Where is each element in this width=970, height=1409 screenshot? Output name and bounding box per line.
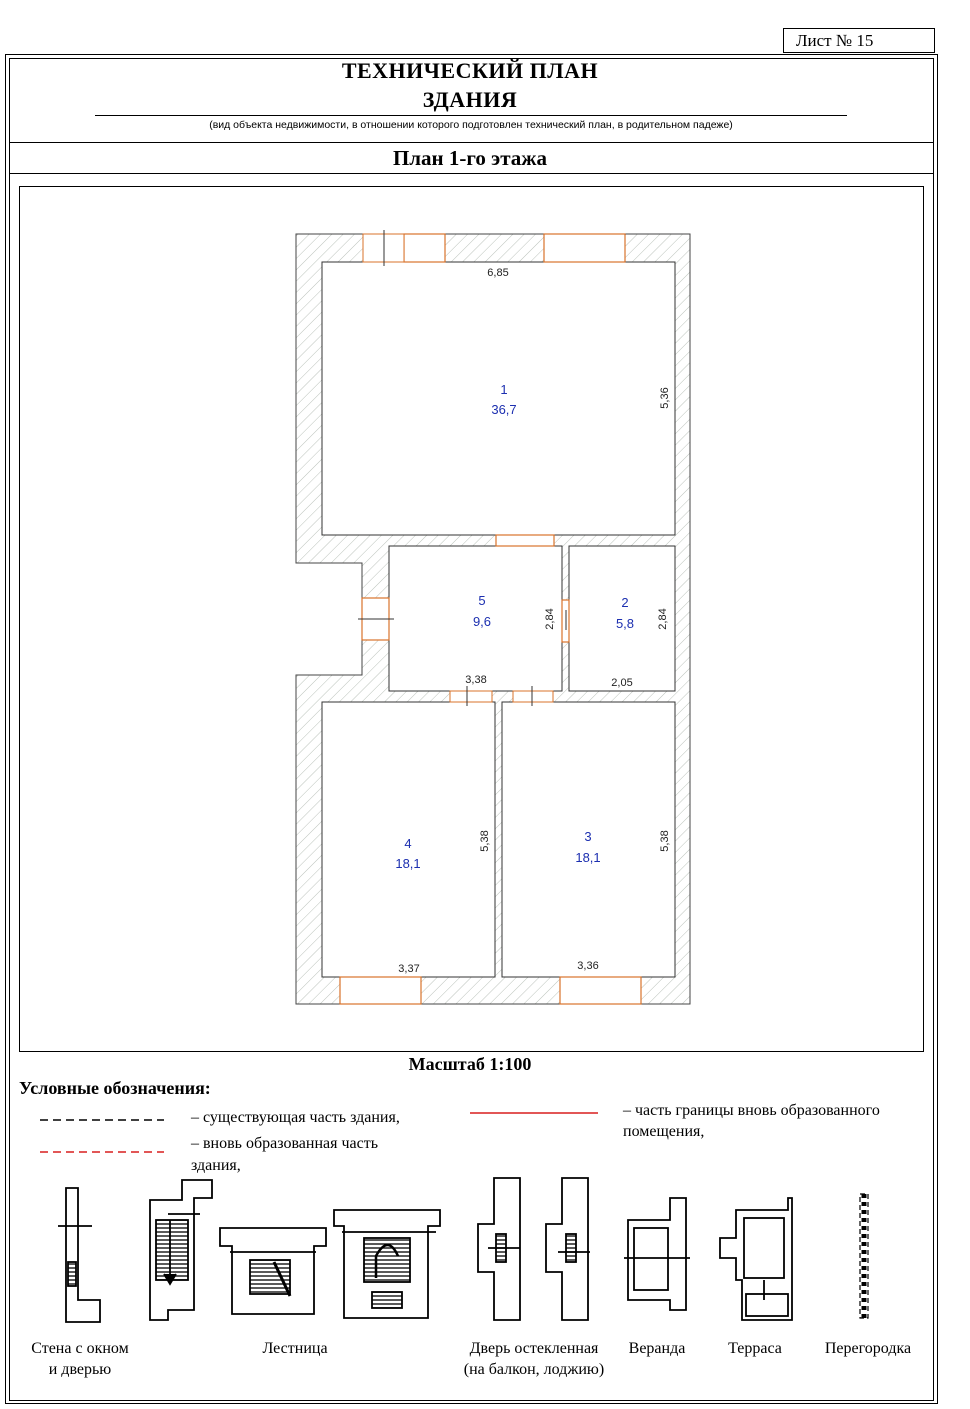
symbol-caption-glazed-door: Дверь остекленная (на балкон, лоджию): [463, 1340, 605, 1378]
room-4-width: 3,37: [398, 963, 420, 975]
room-5-area: 9,6: [472, 614, 492, 629]
symbol-glazed-door-1: [478, 1178, 520, 1320]
symbol-stair-3: [334, 1210, 440, 1318]
symbol-stair-1: [150, 1180, 212, 1320]
room-3-number: 3: [584, 829, 592, 844]
room-2-width: 2,05: [611, 677, 633, 689]
room-5-length: 2,84: [544, 608, 556, 630]
legend-item-existing: – существующая часть здания,: [191, 1109, 400, 1126]
room-4-area: 18,1: [395, 856, 421, 871]
symbol-caption-stairs: Лестница: [262, 1340, 328, 1357]
room-1-number: 1: [500, 382, 508, 397]
symbol-caption-wall: Стена с окном и дверью: [31, 1340, 129, 1378]
symbol-terrace: [720, 1198, 792, 1320]
legend-item-new-cont-clip: [191, 1157, 421, 1174]
symbol-stair-2: [220, 1228, 326, 1314]
room-1-length: 5,36: [659, 387, 671, 409]
sheet-number: Лист № 15: [783, 28, 935, 53]
scale-label: Масштаб 1:100: [408, 1054, 532, 1074]
legend-item-new-cont: здания,: [191, 1157, 241, 1174]
legend-title: Условные обозначения:: [19, 1078, 211, 1098]
legend-item-new: – вновь образованная часть: [191, 1135, 379, 1152]
room-3-width: 3,36: [577, 960, 599, 972]
room-1-area: 36,7: [491, 402, 517, 417]
room-5-number: 5: [478, 593, 486, 608]
room-5-width: 3,38: [465, 674, 487, 686]
room-3-length: 5,38: [659, 830, 671, 852]
floor-title: План 1-го этажа: [392, 146, 548, 170]
room-2-length: 2,84: [657, 608, 669, 630]
room-4-length: 5,38: [479, 830, 491, 852]
symbol-caption-partition: Перегородка: [824, 1340, 912, 1357]
legend-item-boundary: – часть границы вновь образованного помещения,: [623, 1102, 880, 1140]
room-2-area: 5,8: [615, 616, 635, 631]
symbols-drawings: [0, 1170, 970, 1330]
room-3-area: 18,1: [575, 850, 601, 865]
symbol-caption-terrace: Терраса: [728, 1340, 782, 1357]
document-subtitle: (вид объекта недвижимости, в отношении которого подготовлен технический план, в родительном падеже): [95, 115, 847, 131]
symbol-glazed-door-2: [546, 1178, 590, 1320]
room-1-width: 6,85: [487, 267, 509, 279]
legend-line-boundary-svg: [468, 1108, 600, 1118]
document-title-line2: ЗДАНИЯ: [422, 87, 518, 112]
symbol-wall-window-door: [58, 1188, 100, 1322]
legend-lines: [38, 1110, 168, 1160]
room-2-number: 2: [621, 595, 629, 610]
document-title-line1: ТЕХНИЧЕСКИЙ ПЛАН: [341, 58, 599, 83]
room-4-number: 4: [404, 836, 412, 851]
symbol-partition: [860, 1194, 868, 1318]
symbol-caption-veranda: Веранда: [628, 1340, 686, 1357]
symbol-veranda: [624, 1198, 690, 1310]
